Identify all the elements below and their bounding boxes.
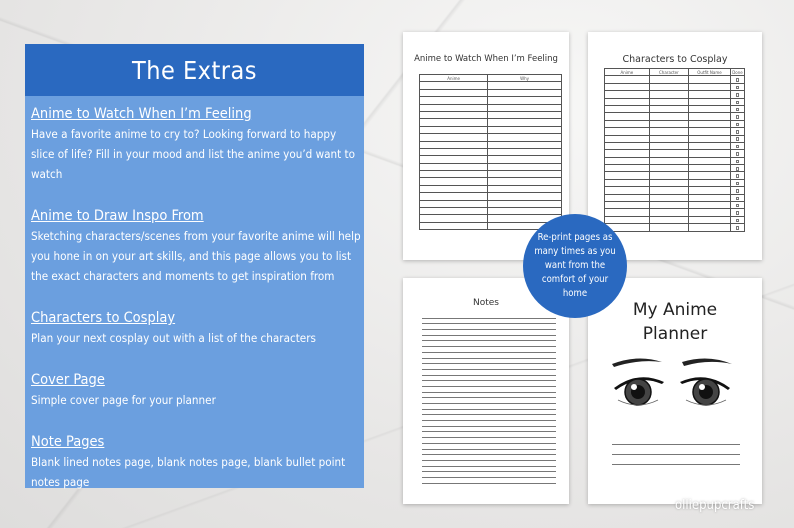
cover-title-line2: Planner — [642, 324, 708, 344]
checkbox-icon — [736, 78, 740, 82]
table-row — [420, 163, 562, 170]
table-cell — [420, 134, 488, 141]
checkbox-icon — [736, 101, 740, 105]
table-row — [605, 165, 745, 172]
checkbox-icon — [736, 145, 740, 149]
page-title: Anime to Watch When I’m Feeling — [414, 54, 558, 64]
table-row — [420, 148, 562, 155]
table-cell — [488, 82, 562, 89]
table-row — [605, 172, 745, 179]
extras-title: The Extras — [25, 44, 364, 96]
table-cell — [730, 142, 744, 149]
table-cell — [605, 105, 650, 112]
table-cell — [649, 142, 688, 149]
table-row — [420, 156, 562, 163]
table-row — [605, 187, 745, 194]
page-characters-to-cosplay — [588, 32, 762, 260]
checkbox-icon — [736, 152, 740, 156]
checkbox-icon — [736, 123, 740, 127]
table-row — [605, 150, 745, 157]
table-cell — [730, 216, 744, 223]
table-cell — [649, 113, 688, 120]
table-cell — [730, 105, 744, 112]
table-cell — [730, 150, 744, 157]
table-cell — [605, 172, 650, 179]
note-line — [612, 455, 740, 465]
table-row — [605, 194, 745, 201]
table-cell — [730, 98, 744, 105]
table-cell — [688, 98, 730, 105]
table-row — [420, 126, 562, 133]
table-cell — [649, 165, 688, 172]
table-row — [420, 119, 562, 126]
table-cell — [488, 89, 562, 96]
notes-lines — [422, 313, 556, 484]
shop-watermark: olliepupcrafts — [675, 498, 755, 513]
table-row — [420, 185, 562, 192]
table-cell — [688, 165, 730, 172]
col-character: Character — [649, 69, 688, 76]
checkbox-icon — [736, 93, 740, 97]
table-cell — [420, 111, 488, 118]
checkbox-icon — [736, 182, 740, 186]
section-cosplay — [31, 308, 361, 348]
watch-table — [419, 74, 562, 230]
table-cell — [488, 156, 562, 163]
table-cell — [649, 172, 688, 179]
table-row — [420, 141, 562, 148]
right-eyebrow — [682, 358, 732, 366]
section-note-pages — [31, 432, 361, 492]
section-anime-to-watch — [31, 104, 361, 184]
table-row — [420, 97, 562, 104]
table-cell — [730, 172, 744, 179]
table-row — [605, 76, 745, 83]
table-cell — [488, 148, 562, 155]
checkbox-icon — [736, 174, 740, 178]
table-cell — [420, 104, 488, 111]
table-cell — [730, 120, 744, 127]
table-cell — [420, 89, 488, 96]
table-cell — [605, 187, 650, 194]
checkbox-icon — [736, 204, 740, 208]
extras-sections — [31, 104, 361, 514]
table-cell — [605, 142, 650, 149]
checkbox-icon — [736, 108, 740, 112]
table-cell — [420, 148, 488, 155]
left-eyebrow — [612, 358, 662, 367]
table-cell — [649, 157, 688, 164]
table-cell — [605, 91, 650, 98]
table-cell — [605, 157, 650, 164]
table-cell — [605, 216, 650, 223]
table-row — [420, 200, 562, 207]
cover-lines — [612, 435, 740, 465]
page-cover — [588, 278, 762, 504]
table-row — [605, 216, 745, 223]
table-row — [605, 120, 745, 127]
table-cell — [488, 119, 562, 126]
table-cell — [649, 187, 688, 194]
table-cell — [488, 185, 562, 192]
checkbox-icon — [736, 115, 740, 119]
table-cell — [649, 91, 688, 98]
table-cell — [649, 120, 688, 127]
table-cell — [649, 194, 688, 201]
table-cell — [730, 224, 744, 231]
section-draw-inspo — [31, 206, 361, 286]
table-cell — [649, 135, 688, 142]
section-body: Sketching characters/scenes from your favorite anime will help you hone in on your art skills, and this page allows you to list the exact characters and moments to get inspiration from — [31, 229, 361, 283]
checkbox-icon — [736, 219, 740, 223]
table-cell — [730, 128, 744, 135]
table-cell — [688, 120, 730, 127]
table-cell — [649, 209, 688, 216]
table-cell — [605, 83, 650, 90]
table-cell — [605, 98, 650, 105]
table-row — [420, 215, 562, 222]
checkbox-icon — [736, 167, 740, 171]
table-row — [605, 135, 745, 142]
section-heading: Anime to Watch When I’m Feeling — [31, 106, 252, 122]
table-cell — [420, 82, 488, 89]
table-cell — [688, 187, 730, 194]
page-notes — [403, 278, 569, 504]
table-cell — [649, 128, 688, 135]
section-body: Have a favorite anime to cry to? Looking forward to happy slice of life? Fill in your mood and list the anime you’d want to watch — [31, 127, 355, 181]
table-cell — [730, 202, 744, 209]
table-cell — [605, 76, 650, 83]
table-cell — [649, 76, 688, 83]
table-cell — [420, 215, 488, 222]
table-row — [605, 98, 745, 105]
checkbox-icon — [736, 189, 740, 193]
anime-eyes-illustration — [588, 352, 762, 422]
table-cell — [649, 216, 688, 223]
table-cell — [730, 179, 744, 186]
table-cell — [605, 120, 650, 127]
table-cell — [488, 111, 562, 118]
table-cell — [488, 163, 562, 170]
table-cell — [730, 157, 744, 164]
right-eye — [680, 377, 730, 405]
table-cell — [688, 91, 730, 98]
table-cell — [605, 135, 650, 142]
checkbox-icon — [736, 226, 740, 230]
table-cell — [688, 224, 730, 231]
checkbox-icon — [736, 160, 740, 164]
table-row — [420, 193, 562, 200]
reprint-badge: Re-print pages as many times as you want from the comfort of your home — [523, 214, 627, 318]
table-cell — [488, 126, 562, 133]
table-cell — [688, 157, 730, 164]
table-row — [420, 171, 562, 178]
table-cell — [688, 209, 730, 216]
table-cell — [688, 202, 730, 209]
table-row — [605, 128, 745, 135]
table-cell — [605, 179, 650, 186]
table-cell — [688, 142, 730, 149]
table-cell — [605, 194, 650, 201]
table-cell — [649, 83, 688, 90]
table-cell — [420, 171, 488, 178]
table-cell — [420, 163, 488, 170]
col-outfit-name: Outfit Name — [688, 69, 730, 76]
table-row — [605, 142, 745, 149]
table-cell — [488, 200, 562, 207]
checkbox-icon — [736, 197, 740, 201]
col-anime: Anime — [420, 75, 488, 82]
checkbox-icon — [736, 130, 740, 134]
checkbox-icon — [736, 137, 740, 141]
section-body: Simple cover page for your planner — [31, 393, 216, 407]
section-heading: Note Pages — [31, 434, 105, 450]
table-cell — [488, 141, 562, 148]
table-cell — [730, 194, 744, 201]
note-line — [422, 478, 556, 484]
table-cell — [420, 126, 488, 133]
table-row — [605, 113, 745, 120]
table-cell — [730, 209, 744, 216]
table-cell — [649, 202, 688, 209]
table-cell — [730, 91, 744, 98]
note-line — [612, 435, 740, 445]
section-cover-page — [31, 370, 361, 410]
table-row — [605, 209, 745, 216]
table-cell — [488, 171, 562, 178]
table-cell — [688, 216, 730, 223]
table-cell — [420, 193, 488, 200]
table-cell — [730, 165, 744, 172]
table-cell — [688, 113, 730, 120]
table-cell — [649, 105, 688, 112]
table-cell — [649, 179, 688, 186]
table-cell — [420, 97, 488, 104]
table-cell — [420, 178, 488, 185]
table-row — [605, 179, 745, 186]
table-cell — [688, 150, 730, 157]
table-row — [420, 89, 562, 96]
table-cell — [488, 97, 562, 104]
table-cell — [605, 128, 650, 135]
table-cell — [605, 209, 650, 216]
table-cell — [649, 98, 688, 105]
table-cell — [688, 172, 730, 179]
table-cell — [605, 202, 650, 209]
table-cell — [688, 83, 730, 90]
section-heading: Cover Page — [31, 372, 105, 388]
table-row — [605, 91, 745, 98]
table-cell — [420, 185, 488, 192]
table-cell — [420, 222, 488, 229]
checkbox-icon — [736, 211, 740, 215]
table-cell — [688, 76, 730, 83]
table-row — [420, 134, 562, 141]
table-row — [605, 224, 745, 231]
table-row — [605, 83, 745, 90]
col-why: Why — [488, 75, 562, 82]
table-cell — [420, 119, 488, 126]
col-anime: Anime — [605, 69, 650, 76]
table-cell — [420, 208, 488, 215]
checkbox-icon — [736, 86, 740, 90]
table-row — [420, 208, 562, 215]
table-cell — [688, 128, 730, 135]
table-row — [420, 178, 562, 185]
cosplay-table — [604, 68, 745, 232]
table-cell — [605, 150, 650, 157]
table-cell — [730, 113, 744, 120]
table-cell — [488, 193, 562, 200]
table-cell — [688, 194, 730, 201]
left-eye — [614, 377, 664, 405]
section-heading: Characters to Cosplay — [31, 310, 176, 326]
table-cell — [730, 135, 744, 142]
table-cell — [420, 141, 488, 148]
table-cell — [420, 156, 488, 163]
table-cell — [488, 104, 562, 111]
table-cell — [649, 150, 688, 157]
table-row — [420, 104, 562, 111]
table-cell — [649, 224, 688, 231]
table-cell — [488, 134, 562, 141]
section-body: Blank lined notes page, blank notes page, blank bullet point notes page — [31, 455, 346, 489]
table-cell — [688, 179, 730, 186]
table-cell — [688, 135, 730, 142]
table-cell — [730, 83, 744, 90]
table-cell — [488, 178, 562, 185]
table-row — [605, 157, 745, 164]
table-row — [605, 105, 745, 112]
table-cell — [605, 165, 650, 172]
section-body: Plan your next cosplay out with a list of the characters — [31, 331, 316, 345]
page-title: Notes — [473, 298, 499, 308]
col-done: Done — [732, 69, 743, 75]
table-row — [420, 111, 562, 118]
table-row — [420, 82, 562, 89]
page-title: Characters to Cosplay — [622, 54, 728, 65]
section-heading: Anime to Draw Inspo From — [31, 208, 204, 224]
table-cell — [730, 187, 744, 194]
table-cell — [605, 113, 650, 120]
table-row — [605, 202, 745, 209]
note-line — [612, 445, 740, 455]
table-cell — [730, 76, 744, 83]
table-cell — [420, 200, 488, 207]
table-cell — [488, 208, 562, 215]
table-cell — [688, 105, 730, 112]
cover-title-line1: My Anime — [632, 300, 718, 320]
extras-panel — [25, 44, 364, 488]
